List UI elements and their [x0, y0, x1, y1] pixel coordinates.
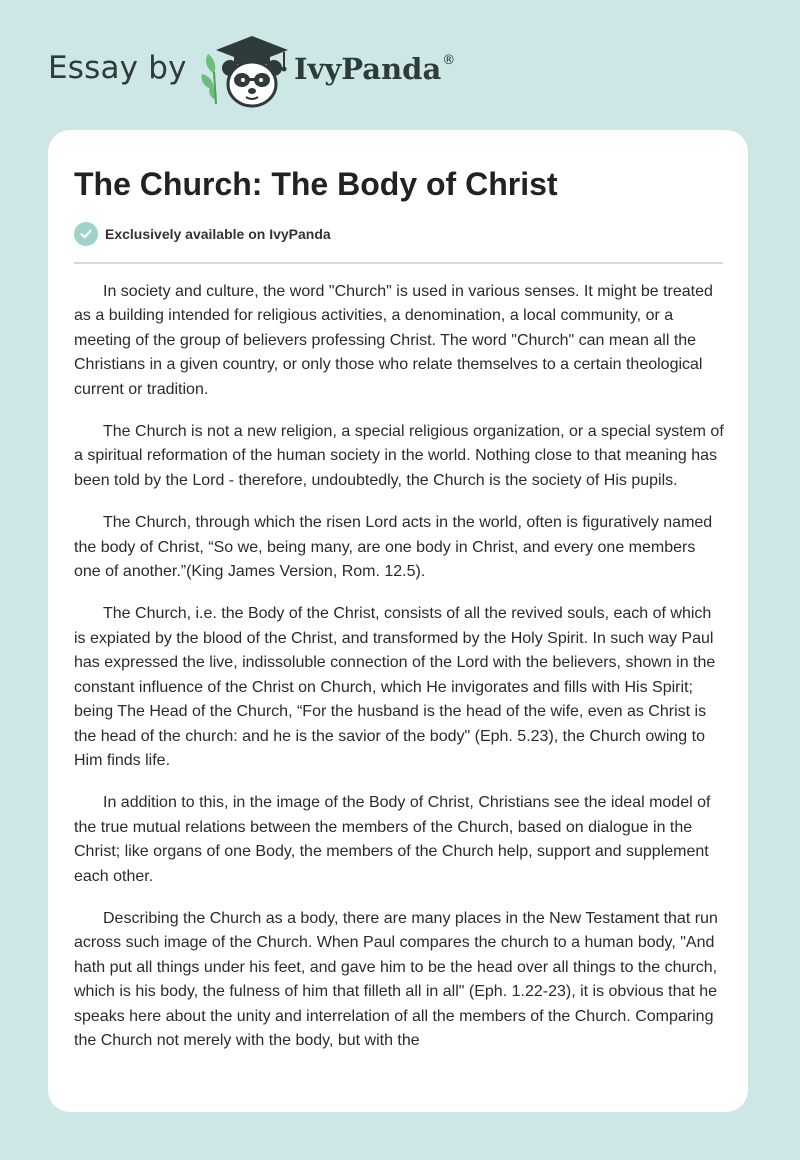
essay-title: The Church: The Body of Christ — [74, 166, 558, 202]
exclusive-badge — [74, 222, 331, 246]
essay-body — [74, 280, 724, 1071]
panda-graduation-cap-logo-icon[interactable] — [200, 34, 292, 110]
site-header — [0, 0, 800, 130]
registered-mark: ® — [442, 53, 456, 69]
check-circle-icon — [74, 222, 98, 246]
brand-prefix: Essay by — [48, 50, 187, 86]
essay-paragraph: Describing the Church as a body, there are many places in the New Testament that run across such image of the Church. When Paul compares the church to a human body, "And hath put all things under his feet, and gave him to be the head over all things to the church, which is his body, the fulness of him that filleth all in all" (Eph. 1.22-23), it is obvious that he speaks here about the unity and interrelation of all the members of the Church. Comparing the Church not merely with the body, but with the — [74, 909, 718, 1049]
essay-paragraph: The Church, through which the risen Lord acts in the world, often is figuratively named the body of Christ, “So we, being many, are one body in Christ, and every one members one of another.”(King James Version, Rom. 12.5). — [74, 514, 713, 581]
title-divider — [74, 262, 723, 264]
essay-paragraph: The Church, i.e. the Body of the Christ, consists of all the revived souls, each of which is expiated by the blood of the Christ, and transformed by the Holy Spirit. In such way Paul has expressed the live, indissoluble connection of the Lord with the believers, shown in the constant influence of the Christ on Church, which He invigorates and fills with His Spirit; being The Head of the Church, “For the husband is the head of the wife, even as Christ is the head of the church: and he is the savior of the body" (Eph. 5.23), the Church owing to Him finds life. — [74, 605, 716, 769]
essay-card — [48, 130, 748, 1112]
exclusive-badge-label: Exclusively available on IvyPanda — [105, 226, 331, 242]
essay-paragraph: The Church is not a new religion, a special religious organization, or a special system of a spiritual reformation of the human society in the world. Nothing close to that meaning has been told by the Lord - therefore, undoubtedly, the Church is the society of His pupils. — [74, 423, 724, 489]
essay-paragraph: In addition to this, in the image of the Body of Christ, Christians see the ideal model of the true mutual relations between the members of the Church, based on dialogue in the Christ; like organs of one Body, the members of the Church help, support and supplement each other. — [74, 794, 711, 885]
brand-name[interactable]: IvyPanda® — [294, 52, 456, 86]
essay-paragraph: In society and culture, the word "Church" is used in various senses. It might be treated as a building intended for religious activities, a denomination, a local community, or a meeting of the group of believers professing Christ. The word "Church" can mean all the Christians in a given country, or only those who relate themselves to a certain theological current or tradition. — [74, 283, 713, 398]
